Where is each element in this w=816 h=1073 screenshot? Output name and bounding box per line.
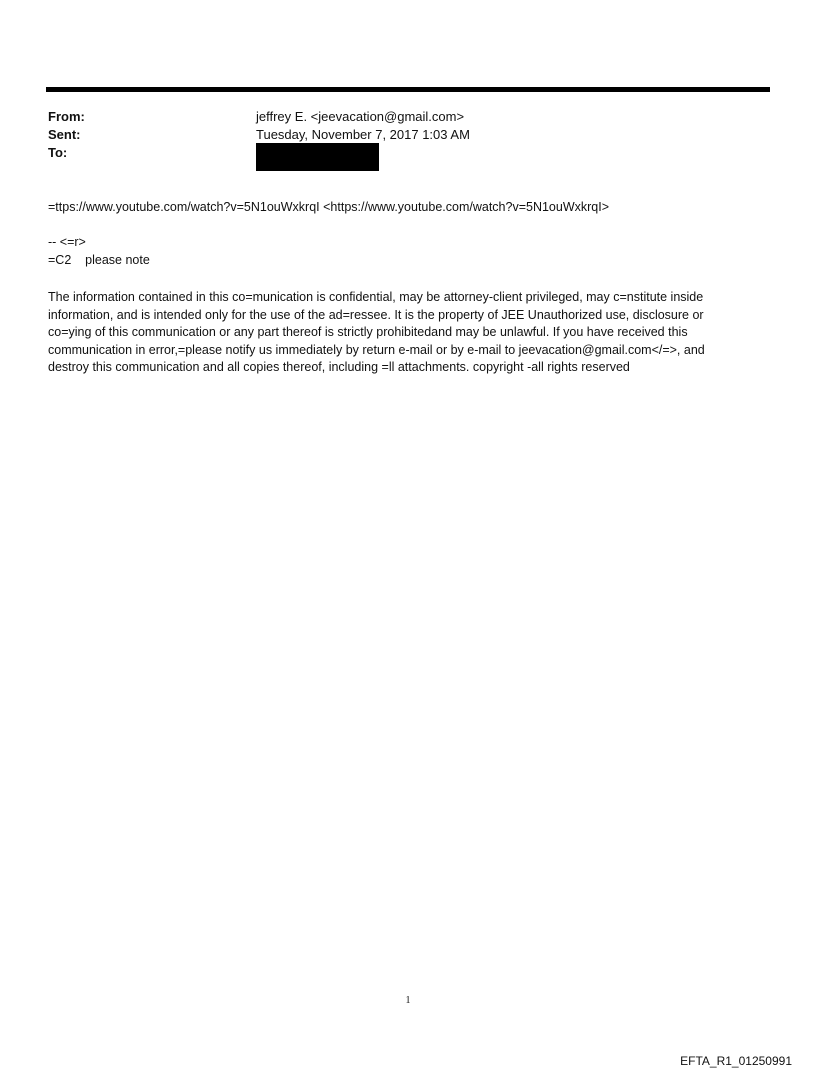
disclaimer-line: The information contained in this co=munication is confidential, may be attorney-client privileged, may c=nstitute inside	[48, 290, 704, 304]
sent-label: Sent:	[48, 127, 81, 142]
document-id: EFTA_R1_01250991	[680, 1054, 792, 1068]
header-rule	[46, 87, 770, 92]
disclaimer-line: information, and is intended only for the use of the ad=ressee. It is the property of JEE Unauthorized use, disclosure or	[48, 307, 704, 322]
disclaimer-line: communication in error,=please notify us immediately by return e-mail or by e-mail to jeevacation@gmail.com</=>, and	[48, 342, 705, 357]
to-label: To:	[48, 145, 68, 160]
sent-value: Tuesday, November 7, 2017 1:03 AM	[256, 127, 470, 142]
signature-line-2: =C2 please note	[48, 253, 150, 267]
page-number: 1	[405, 995, 411, 1006]
signature-line-1: -- <=r>	[48, 235, 86, 249]
redacted-recipient	[256, 143, 379, 171]
link-line: =ttps://www.youtube.com/watch?v=5N1ouWxkrqI <https://www.youtube.com/watch?v=5N1ouWxkrqI>	[48, 200, 610, 214]
disclaimer-line: co=ying of this communication or any part thereof is strictly prohibitedand may be unlawful. If you have received this	[48, 325, 688, 339]
from-value: jeffrey E. <jeevacation@gmail.com>	[256, 109, 465, 124]
confidentiality-disclaimer	[48, 289, 772, 377]
from-label: From:	[48, 109, 85, 124]
disclaimer-line: destroy this communication and all copies thereof, including =ll attachments. copyright -all rights reserved	[48, 360, 630, 374]
